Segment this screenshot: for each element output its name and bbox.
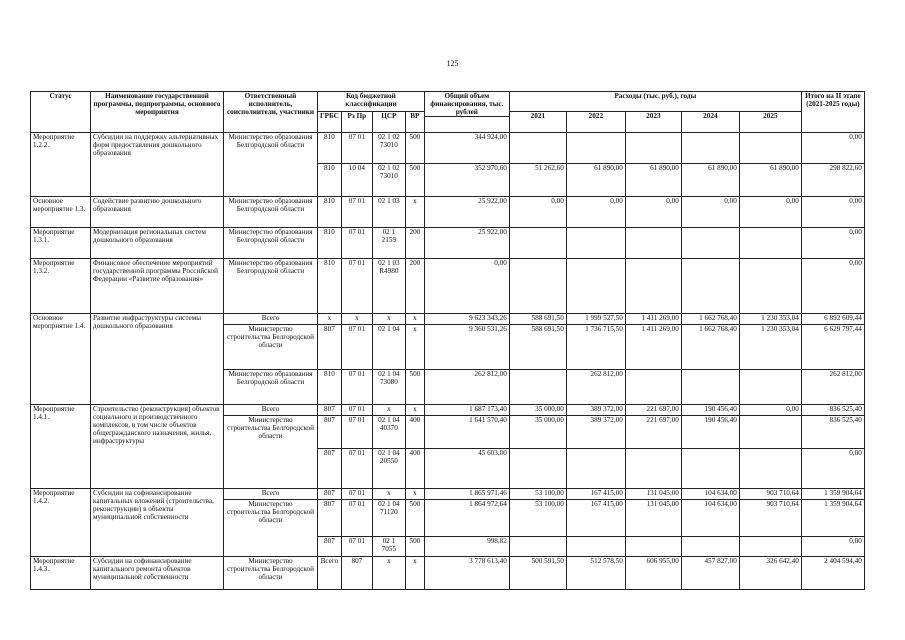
cell-vr: 500 [405,370,424,405]
cell-executor: Всего [224,314,318,325]
cell-y2022: 167 415,00 [566,489,625,500]
cell-executor: Министерство образования Белгородской области [224,370,318,405]
cell-total: 1 865 971,46 [424,489,509,500]
cell-csr: 02 1 04 40370 [372,416,405,449]
cell-total: 1 687 173,40 [424,405,509,416]
cell-rzpr: х [341,314,372,325]
cell-y2025 [739,416,801,449]
cell-grbs: Всего [318,557,342,590]
cell-itogo: 1 359 904,64 [801,489,864,500]
cell-rzpr: 07 01 [341,197,372,228]
cell-y2022: 262 812,00 [566,370,625,405]
cell-itogo: 0,00 [801,228,864,259]
cell-grbs: 810 [318,228,342,259]
cell-y2025: 326 642,40 [739,557,801,590]
cell-y2022 [566,449,625,489]
cell-grbs: 810 [318,164,342,197]
cell-y2024 [681,449,739,489]
cell-total: 1 864 972,64 [424,500,509,537]
cell-rzpr: 807 [341,557,372,590]
cell-executor: Министерство строительства Белгородской области [224,500,318,557]
cell-total: 344 924,00 [424,133,509,164]
cell-rzpr: 07 01 [341,325,372,370]
cell-rzpr: 07 01 [341,500,372,537]
cell-status: Мероприятие 1.3.1. [31,228,91,259]
cell-y2022: 167 415,00 [566,500,625,537]
cell-rzpr: 10 04 [341,164,372,197]
header-2024: 2024 [681,112,739,133]
cell-y2024: 457 827,00 [681,557,739,590]
cell-itogo: 1 359 904,64 [801,500,864,537]
cell-total: 45 603,00 [424,449,509,489]
cell-vr: х [405,405,424,416]
cell-y2023: 0,00 [625,197,681,228]
cell-vr: 500 [405,537,424,557]
cell-y2025: 903 710,64 [739,500,801,537]
cell-grbs: 807 [318,500,342,537]
cell-y2023 [625,133,681,164]
header-expenses: Расходы (тыс. руб.), годы [509,92,801,112]
cell-y2024: 190 456,40 [681,416,739,449]
cell-csr: 02 1 04 [372,325,405,370]
cell-vr: х [405,325,424,370]
cell-itogo: 6 629 797,44 [801,325,864,370]
header-rzpr: Рз Пр [341,112,372,133]
table-row [31,197,865,228]
cell-status: Мероприятие 1.4.1. [31,405,91,489]
cell-vr: х [405,557,424,590]
cell-y2024 [681,133,739,164]
cell-y2025 [739,259,801,314]
cell-rzpr: 07 01 [341,449,372,489]
cell-y2022 [566,259,625,314]
cell-rzpr: 07 01 [341,405,372,416]
cell-y2025 [739,370,801,405]
cell-y2025: 903 710,64 [739,489,801,500]
cell-y2024: 1 662 768,40 [681,314,739,325]
cell-y2021 [509,259,566,314]
header-executor: Ответственный исполнитель, соисполнители, участники [224,92,318,133]
cell-y2025: 61 890,00 [739,164,801,197]
cell-name: Субсидии на поддержку альтернативных форм предоставления дошкольного образования [91,133,224,197]
cell-vr: 400 [405,449,424,489]
cell-itogo: 0,00 [801,197,864,228]
cell-y2024: 1 662 768,40 [681,325,739,370]
cell-itogo: 0,00 [801,537,864,557]
cell-csr: х [372,557,405,590]
header-2021: 2021 [509,112,566,133]
cell-rzpr: 07 01 [341,370,372,405]
page-number: 125 [446,59,459,68]
table-row [31,133,865,164]
cell-rzpr: 07 01 [341,259,372,314]
cell-itogo: 262 812,00 [801,370,864,405]
cell-y2025 [739,537,801,557]
cell-total: 0,00 [424,259,509,314]
cell-y2021 [509,228,566,259]
cell-executor: Министерство строительства Белгородской области [224,557,318,590]
cell-y2023 [625,537,681,557]
cell-y2021: 0,00 [509,197,566,228]
cell-vr: 400 [405,416,424,449]
header-grbs: ГРБС [318,112,342,133]
cell-grbs: х [318,314,342,325]
cell-status: Основное мероприятие 1.3. [31,197,91,228]
cell-y2021: 53 100,00 [509,500,566,537]
cell-y2024 [681,370,739,405]
cell-csr: х [372,489,405,500]
cell-csr: 02 1 04 71120 [372,500,405,537]
cell-itogo: 0,00 [801,133,864,164]
cell-executor: Всего [224,489,318,500]
cell-total: 25 922,00 [424,197,509,228]
cell-total: 9 360 531,26 [424,325,509,370]
cell-total: 998,82 [424,537,509,557]
header-name: Наименование государственной программы, подпрограммы, основного мероприятия [91,92,224,133]
cell-y2025: 1 230 353,04 [739,314,801,325]
header-itogo: Итого на II этапе (2021-2025 годы) [801,92,864,133]
cell-vr: х [405,197,424,228]
cell-grbs: 807 [318,416,342,449]
cell-status: Мероприятие 1.2.2. [31,133,91,197]
cell-vr: 200 [405,228,424,259]
cell-y2024 [681,228,739,259]
cell-itogo: 6 892 609,44 [801,314,864,325]
cell-itogo: 0,00 [801,449,864,489]
cell-status: Мероприятие 1.4.2. [31,489,91,557]
cell-csr: х [372,314,405,325]
table-row [31,405,865,416]
cell-y2024: 190 456,40 [681,405,739,416]
cell-executor: Всего [224,405,318,416]
table-row [31,557,865,590]
cell-y2024 [681,537,739,557]
header-2023: 2023 [625,112,681,133]
cell-total: 25 922,00 [424,228,509,259]
cell-vr: 500 [405,164,424,197]
cell-y2021: 588 691,50 [509,314,566,325]
cell-total: 9 623 343,26 [424,314,509,325]
cell-name: Финансовое обеспечение мероприятий государственной программы Российской Федерации «Развитие образования» [91,259,224,314]
cell-y2021: 588 691,50 [509,325,566,370]
cell-vr: 200 [405,259,424,314]
cell-y2022 [566,228,625,259]
cell-status: Мероприятие 1.4.3. [31,557,91,590]
cell-name: Содействие развитию дошкольного образования [91,197,224,228]
table-body [31,133,865,590]
cell-grbs: 810 [318,133,342,164]
cell-grbs: 807 [318,325,342,370]
cell-y2022: 512 578,50 [566,557,625,590]
header-csr: ЦСР [372,112,405,133]
cell-y2024: 104 634,00 [681,489,739,500]
cell-rzpr: 07 01 [341,228,372,259]
cell-y2021: 35 000,00 [509,416,566,449]
cell-executor: Министерство строительства Белгородской области [224,325,318,370]
cell-y2023: 221 697,00 [625,416,681,449]
cell-csr: 02 1 03 R4980 [372,259,405,314]
header-status: Статус [31,92,91,133]
cell-y2024 [681,259,739,314]
cell-y2022: 1 736 715,50 [566,325,625,370]
cell-name: Развитие инфраструктуры системы дошкольного образования [91,314,224,405]
cell-itogo: 2 404 594,40 [801,557,864,590]
cell-total: 352 970,60 [424,164,509,197]
cell-grbs: 807 [318,537,342,557]
cell-y2023: 131 045,00 [625,500,681,537]
cell-y2023 [625,370,681,405]
budget-table [30,91,865,590]
cell-executor: Министерство образования Белгородской области [224,133,318,197]
cell-y2023: 1 411 269,00 [625,314,681,325]
table-row [31,228,865,259]
cell-csr: х [372,405,405,416]
cell-y2023: 221 697,00 [625,405,681,416]
cell-y2023: 131 045,00 [625,489,681,500]
cell-y2022: 389 372,00 [566,416,625,449]
header-2022: 2022 [566,112,625,133]
cell-vr: 500 [405,500,424,537]
cell-y2023: 606 955,00 [625,557,681,590]
cell-vr: х [405,489,424,500]
cell-y2022: 0,00 [566,197,625,228]
cell-itogo: 836 525,40 [801,405,864,416]
cell-rzpr: 07 01 [341,133,372,164]
cell-y2025 [739,449,801,489]
cell-name: Строительство (реконструкция) объектов социального и производственного комплексов, в том числе объектов общегражданского назначения, жилья, инфраструктуры [91,405,224,489]
cell-grbs: 807 [318,405,342,416]
cell-name: Модернизация региональных систем дошкольного образования [91,228,224,259]
cell-y2022: 1 999 527,50 [566,314,625,325]
cell-itogo: 0,00 [801,259,864,314]
cell-y2021: 35 000,00 [509,405,566,416]
cell-y2021 [509,537,566,557]
cell-y2021 [509,370,566,405]
cell-itogo: 836 525,40 [801,416,864,449]
header-budget-code: Код бюджетной классификации [318,92,425,112]
cell-y2024: 61 890,00 [681,164,739,197]
cell-itogo: 298 822,60 [801,164,864,197]
cell-y2023 [625,228,681,259]
cell-csr: 02 1 04 73080 [372,370,405,405]
cell-status: Основное мероприятие 1.4. [31,314,91,405]
cell-grbs: 810 [318,259,342,314]
cell-y2023 [625,449,681,489]
cell-y2023: 1 411 269,00 [625,325,681,370]
cell-executor: Министерство образования Белгородской области [224,228,318,259]
cell-rzpr: 07 01 [341,489,372,500]
cell-grbs: 810 [318,197,342,228]
cell-y2025: 0,00 [739,197,801,228]
header-2025: 2025 [739,112,801,133]
cell-y2022 [566,537,625,557]
cell-y2023: 61 890,00 [625,164,681,197]
cell-y2022: 389 372,00 [566,405,625,416]
cell-csr: 02 1 02 73010 [372,133,405,164]
cell-y2022 [566,133,625,164]
cell-y2021: 51 262,60 [509,164,566,197]
cell-grbs: 810 [318,370,342,405]
cell-csr: 02 1 2159 [372,228,405,259]
cell-y2023 [625,259,681,314]
cell-y2025 [739,133,801,164]
table-row [31,314,865,325]
cell-executor: Министерство образования Белгородской области [224,197,318,228]
cell-total: 1 641 570,40 [424,416,509,449]
cell-grbs: 807 [318,449,342,489]
header-total: Общий объем финансирования, тыс. рублей [424,92,509,117]
cell-y2025: 1 230 353,04 [739,325,801,370]
cell-grbs: 807 [318,489,342,500]
cell-executor: Министерство строительства Белгородской области [224,416,318,489]
cell-y2024: 0,00 [681,197,739,228]
cell-rzpr: 07 01 [341,537,372,557]
header-vr: ВР [405,112,424,133]
cell-csr: 02 1 04 20550 [372,449,405,489]
cell-y2021 [509,133,566,164]
cell-vr: х [405,314,424,325]
cell-csr: 02 1 02 73010 [372,164,405,197]
table-row [31,259,865,314]
cell-vr: 500 [405,133,424,164]
cell-status: Мероприятие 1.3.2. [31,259,91,314]
table-row [31,489,865,500]
header-total-spacer [424,117,509,133]
cell-name: Субсидии на софинансирование капитального ремонта объектов муниципальной собственности [91,557,224,590]
cell-y2021 [509,449,566,489]
cell-csr: 02 1 03 [372,197,405,228]
cell-name: Субсидии на софинансирование капитальных вложений (строительства, реконструкции) в объекты муниципальной собственности [91,489,224,557]
cell-executor: Министерство образования Белгородской области [224,259,318,314]
cell-total: 262 812,00 [424,370,509,405]
cell-y2024: 104 634,00 [681,500,739,537]
cell-y2021: 53 100,00 [509,489,566,500]
cell-total: 3 778 613,40 [424,557,509,590]
cell-y2022: 61 890,00 [566,164,625,197]
cell-y2021: 500 591,50 [509,557,566,590]
cell-y2025: 0,00 [739,405,801,416]
cell-csr: 02 1 7055 [372,537,405,557]
cell-y2025 [739,228,801,259]
cell-rzpr: 07 01 [341,416,372,449]
